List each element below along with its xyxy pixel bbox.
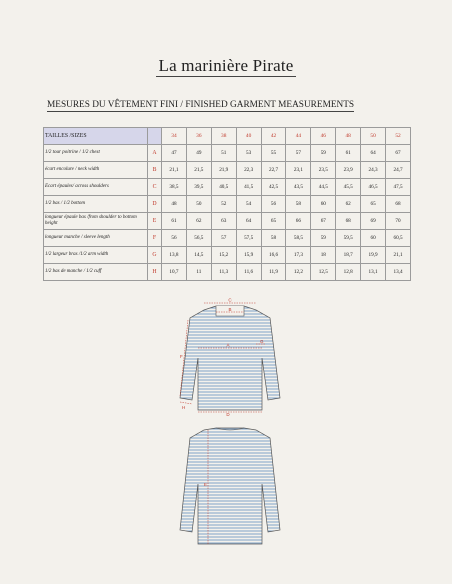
cell-value: 15,9: [236, 247, 261, 264]
cell-value: 66: [286, 213, 311, 230]
cell-value: 13,4: [386, 264, 411, 281]
cell-value: 41,5: [236, 179, 261, 196]
cell-value: 23,9: [336, 162, 361, 179]
cell-value: 24,7: [386, 162, 411, 179]
cell-value: 47: [162, 145, 187, 162]
back-stripes: [170, 426, 290, 546]
table-header-row: [44, 128, 411, 145]
cell-value: 67: [386, 145, 411, 162]
cell-value: 58: [286, 196, 311, 213]
cell-value: 60: [361, 230, 386, 247]
back-garment-diagram: [170, 424, 290, 550]
cell-value: 60,5: [386, 230, 411, 247]
table-row: [44, 145, 411, 162]
cell-value: 21,9: [211, 162, 236, 179]
header-label: TAILLES /SIZES: [44, 128, 148, 145]
cell-value: 42,5: [261, 179, 286, 196]
cell-value: 59,5: [336, 230, 361, 247]
cell-value: 19,9: [361, 247, 386, 264]
cell-value: 67: [311, 213, 336, 230]
cell-value: 57: [211, 230, 236, 247]
cell-value: 23,1: [286, 162, 311, 179]
cell-value: 62: [186, 213, 211, 230]
cell-value: 11: [186, 264, 211, 281]
size-header: 36: [186, 128, 211, 145]
size-header: 44: [286, 128, 311, 145]
front-outline: [180, 306, 280, 410]
cell-value: 57,5: [236, 230, 261, 247]
cell-value: 65: [361, 196, 386, 213]
row-label: écart encolure / neck width: [44, 162, 148, 179]
row-letter: H: [148, 264, 162, 281]
label-d: D: [226, 412, 230, 416]
label-h: H: [182, 405, 186, 410]
row-letter: A: [148, 145, 162, 162]
cell-value: 62: [336, 196, 361, 213]
cell-value: 38,5: [162, 179, 187, 196]
label-c: C: [228, 298, 232, 303]
cell-value: 64: [361, 145, 386, 162]
row-letter: F: [148, 230, 162, 247]
table-row: [44, 196, 411, 213]
cell-value: 40,5: [211, 179, 236, 196]
label-f: F: [180, 354, 183, 359]
cell-value: 58,5: [286, 230, 311, 247]
table-row: [44, 247, 411, 264]
cell-value: 23,5: [311, 162, 336, 179]
cell-value: 49: [186, 145, 211, 162]
cell-value: 54: [236, 196, 261, 213]
row-letter: G: [148, 247, 162, 264]
cell-value: 11,6: [236, 264, 261, 281]
size-header: 52: [386, 128, 411, 145]
cell-value: 68: [336, 213, 361, 230]
cell-value: 11,3: [211, 264, 236, 281]
cell-value: 18,7: [336, 247, 361, 264]
cell-value: 43,5: [286, 179, 311, 196]
cell-value: 56: [261, 196, 286, 213]
cell-value: 39,5: [186, 179, 211, 196]
table-row: [44, 179, 411, 196]
section-subtitle: [47, 100, 354, 110]
cell-value: 18: [311, 247, 336, 264]
cell-value: 48: [162, 196, 187, 213]
size-header: 48: [336, 128, 361, 145]
cell-value: 65: [261, 213, 286, 230]
cell-value: 12,5: [311, 264, 336, 281]
row-label: Ecart épaules/ across shoulders: [44, 179, 148, 196]
cell-value: 47,5: [386, 179, 411, 196]
table-row: [44, 213, 411, 230]
front-stripes: [170, 302, 290, 413]
size-header: 50: [361, 128, 386, 145]
subtitle-text: MESURES DU VÊTEMENT FINI / FINISHED GARMENT MEASUREMENTS: [47, 100, 355, 110]
cell-value: 60: [311, 196, 336, 213]
label-b: B: [228, 307, 232, 312]
cell-value: 14,5: [186, 247, 211, 264]
cell-value: 46,5: [361, 179, 386, 196]
size-header: 34: [162, 128, 187, 145]
row-letter: D: [148, 196, 162, 213]
cell-value: 16,6: [261, 247, 286, 264]
cell-value: 58: [261, 230, 286, 247]
row-letter: E: [148, 213, 162, 230]
cell-value: 61: [336, 145, 361, 162]
row-letter: B: [148, 162, 162, 179]
table-row: [44, 264, 411, 281]
size-header: 42: [261, 128, 286, 145]
row-label: longueur manche / sleeve length: [44, 230, 148, 247]
cell-value: 56,5: [186, 230, 211, 247]
cell-value: 44,5: [311, 179, 336, 196]
size-header: 46: [311, 128, 336, 145]
measurements-table: [43, 127, 411, 281]
cell-value: 64: [236, 213, 261, 230]
cell-value: 21,1: [386, 247, 411, 264]
cell-value: 68: [386, 196, 411, 213]
title-text: La marinière Pirate: [158, 56, 294, 75]
cell-value: 69: [361, 213, 386, 230]
row-label: 1/2 bas de manche / 1/2 cuff: [44, 264, 148, 281]
cell-value: 59: [311, 145, 336, 162]
row-label: 1/2 largeur bras /1/2 arm width: [44, 247, 148, 264]
cell-value: 56: [162, 230, 187, 247]
cell-value: 61: [162, 213, 187, 230]
table-row: [44, 162, 411, 179]
cell-value: 13,8: [162, 247, 187, 264]
cell-value: 17,3: [286, 247, 311, 264]
table-row: [44, 230, 411, 247]
cell-value: 45,5: [336, 179, 361, 196]
cell-value: 22,7: [261, 162, 286, 179]
cell-value: 59: [311, 230, 336, 247]
cell-value: 21,1: [162, 162, 187, 179]
cell-value: 24,3: [361, 162, 386, 179]
header-letter-cell: [148, 128, 162, 145]
row-label: longueur épaule bas /from shoulder to bottom height: [44, 213, 148, 230]
cell-value: 11,9: [261, 264, 286, 281]
row-label: 1/2 tour poitrine / 1/2 chest: [44, 145, 148, 162]
cell-value: 50: [186, 196, 211, 213]
page-title: [0, 56, 452, 76]
label-g: G: [260, 339, 264, 344]
cell-value: 52: [211, 196, 236, 213]
cell-value: 70: [386, 213, 411, 230]
cell-value: 57: [286, 145, 311, 162]
cell-value: 63: [211, 213, 236, 230]
cell-value: 10,7: [162, 264, 187, 281]
cell-value: 53: [236, 145, 261, 162]
row-label: 1/2 bas / 1/2 bottom: [44, 196, 148, 213]
cell-value: 51: [211, 145, 236, 162]
size-header: 38: [211, 128, 236, 145]
cell-value: 12,8: [336, 264, 361, 281]
cell-value: 15,2: [211, 247, 236, 264]
cell-value: 22,3: [236, 162, 261, 179]
cell-value: 12,2: [286, 264, 311, 281]
label-e: E: [204, 482, 208, 487]
cell-value: 21,5: [186, 162, 211, 179]
label-a: A: [226, 342, 230, 348]
cell-value: 13,1: [361, 264, 386, 281]
front-garment-diagram: [170, 298, 290, 416]
row-letter: C: [148, 179, 162, 196]
cell-value: 55: [261, 145, 286, 162]
size-header: 40: [236, 128, 261, 145]
